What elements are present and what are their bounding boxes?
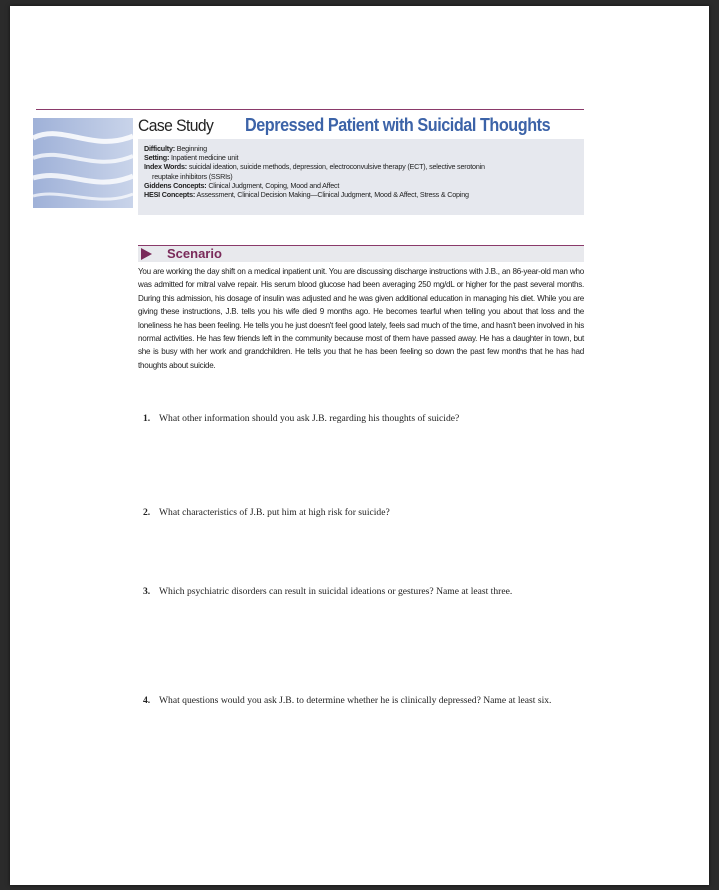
triangle-icon <box>141 248 152 260</box>
question-3: 3. Which psychiatric disorders can result in suicidal ideations or gestures? Name at least three. <box>143 586 513 597</box>
meta-info-box <box>138 139 584 215</box>
case-study-title: Depressed Patient with Suicidal Thoughts <box>245 115 551 135</box>
index-words-row: Index Words: suicidal ideation, suicide methods, depression, electroconvulsive therapy (ECT), selective serotonin <box>144 162 485 172</box>
case-study-label: Case Study <box>138 116 214 135</box>
setting-row: Setting: Inpatient medicine unit <box>144 153 239 163</box>
wave-graphic <box>33 118 133 208</box>
question-2: 2. What characteristics of J.B. put him at high risk for suicide? <box>143 507 390 518</box>
question-1: 1. What other information should you ask J.B. regarding his thoughts of suicide? <box>143 413 460 424</box>
header-rule <box>36 109 584 110</box>
giddens-concepts-row: Giddens Concepts: Clinical Judgment, Coping, Mood and Affect <box>144 180 340 190</box>
scenario-heading: Scenario <box>167 246 222 261</box>
index-words-continued: reuptake inhibitors (SSRIs) <box>152 171 233 181</box>
hesi-concepts-row: HESI Concepts: Assessment, Clinical Decision Making—Clinical Judgment, Mood & Affect, Stress & Coping <box>144 190 469 200</box>
scenario-text: You are working the day shift on a medical inpatient unit. You are discussing discharge instructions with J.B., an 86-year-old man who was admitted for mitral valve repair. His serum blood glucose had been averaging 250 mg/dL or higher for the past several months. During this admission, his dosage of insulin was adjusted and he was given additional education in managing his diet. While you are giving these instructions, J.B. tells you his wife died 9 months ago. He becomes tearful when telling you about that loss and the loneliness he has been feeling. He tells you he just doesn't feel good lately, feels sad much of the time, and hasn't been involved in his normal activities. He has few friends left in the community because most of them have passed away. He has a daughter in town, but she is busy with her work and grandchildren. He tells you that he has been feeling so down the past few months that he has had thoughts about suicide. <box>138 267 584 370</box>
difficulty-row: Difficulty: Beginning <box>144 144 207 153</box>
question-4: 4. What questions would you ask J.B. to determine whether he is clinically depressed? Name at least six. <box>143 695 552 706</box>
document-page <box>10 6 709 885</box>
